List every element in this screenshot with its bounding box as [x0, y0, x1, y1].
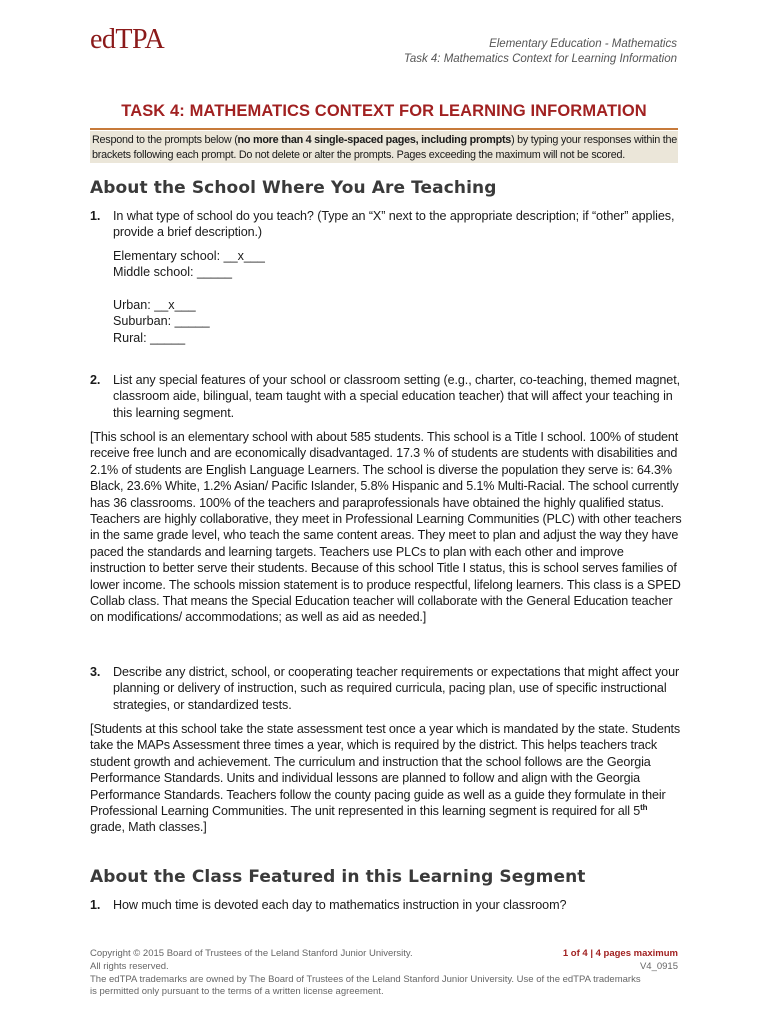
header-subject: Elementary Education - Mathematics: [489, 38, 677, 50]
ordinal-suffix: th: [640, 802, 648, 812]
prompt-number: 1.: [90, 209, 101, 223]
section-heading-school: About the School Where You Are Teaching: [90, 178, 497, 198]
response-special-features[interactable]: [This school is an elementary school with about 585 students. This school is a Title I school. 100% of student receive free lunch and are economically disadvantaged. 17.3 % of students are students with disabilities and 2.1% of students are English Language Learners. The school is diverse the population they serve is: 64.3% Black, 23.6% White, 1.2% Asian/ Pacific Islander, 5.8% Hispanic and 5.1% Multi-Racial. The school currently has 36 classrooms. 100% of the teachers and paraprofessionals have obtained the highly qualified status. Teachers are highly collaborative, they meet in Professional Learning Communities (PLC) with other teachers in the same grade level, who teach the same content areas. They meet to plan and adjust the way they have paced the standards and learning targets. Teachers use PLCs to plan with each other and improve instruction to better serve their students. Because of this school Title I status, this is school serves families of lower income. The schools mission statement is to produce respectful, lifelong learners. This class is a SPED Collab class. That means the Special Education teacher will collaborate with the General Education teacher on modifications/ accommodations; as well as aid as needed.]: [90, 430, 682, 625]
header-task: Task 4: Mathematics Context for Learning Information: [403, 53, 677, 65]
running-header: [404, 37, 677, 67]
option-middle[interactable]: Middle school: _____: [113, 265, 233, 280]
title-rule: [90, 128, 678, 130]
prompt-math-time: [90, 897, 682, 913]
school-setting-options: [113, 297, 210, 346]
footer-trademark: The edTPA trademarks are owned by The Board of Trustees of the Leland Stanford Junior University. Use of the edTPA trademarks is permitted only pursuant to the terms of a written license agreement.: [90, 973, 641, 998]
page-title: TASK 4: MATHEMATICS CONTEXT FOR LEARNING INFORMATION: [121, 102, 647, 120]
footer-copyright: Copyright © 2015 Board of Trustees of the Leland Stanford Junior University.: [90, 948, 413, 959]
prompt-text: Describe any district, school, or cooperating teacher requirements or expectations that might affect your planning or delivery of instruction, such as required curricula, pacing plan, use of specific instructional strategies, or standardized tests.: [113, 665, 680, 712]
edtpa-logo: edTPA: [90, 24, 165, 55]
instructions-box: [90, 131, 678, 163]
version-code: V4_0915: [639, 960, 678, 972]
option-suburban[interactable]: Suburban: _____: [113, 314, 210, 329]
option-elementary[interactable]: Elementary school: __x___: [113, 249, 265, 263]
prompt-text: List any special features of your school or classroom setting (e.g., charter, co-teaching, themed magnet, classroom aide, bilingual, team taught with a special education teacher) that will affect your teaching in this learning segment.: [113, 373, 681, 420]
school-level-options: [113, 248, 265, 281]
response-requirements[interactable]: [90, 721, 682, 836]
instructions-bold: no more than 4 single-spaced pages, including prompts: [237, 134, 512, 146]
prompt-text: How much time is devoted each day to mathematics instruction in your classroom?: [113, 898, 567, 912]
prompt-requirements: [90, 664, 682, 713]
section-heading-class: About the Class Featured in this Learning Segment: [90, 867, 586, 887]
footer-rights: All rights reserved.: [90, 960, 169, 972]
prompt-number: 3.: [90, 665, 101, 679]
prompt-number: 2.: [90, 373, 101, 387]
footer-page-info: [563, 948, 678, 974]
instructions-pre: Respond to the prompts below (: [92, 134, 238, 146]
option-rural[interactable]: Rural: _____: [113, 330, 186, 345]
response-text: [Students at this school take the state assessment test once a year which is mandated by the state. Students take the MAPs Assessment three times a year, which is required by the district. This helps teachers track student growth and achievement. The curriculum and instruction that the school follows are the Georgia Performance Standards. Units and individual lessons are planned to follow and align with the Georgia Performance Standards. Teachers follow the county pacing guide as well as a guide they formulate in their Professional Learning Communities. The unit represented in this learning segment is required for all 5: [90, 722, 681, 819]
instructions-post: ) by typing your responses within the brackets following each prompt. Do not delete or alter the prompts. Pages exceeding the maximum will not be scored.: [92, 134, 678, 161]
prompt-number: 1.: [90, 898, 101, 912]
prompt-special-features: [90, 372, 682, 421]
page-number: 1 of 4 | 4 pages maximum: [562, 948, 678, 959]
response-text-end: grade, Math classes.]: [90, 820, 207, 835]
option-urban[interactable]: Urban: __x___: [113, 298, 196, 312]
prompt-school-type: [90, 208, 682, 241]
prompt-text: In what type of school do you teach? (Type an “X” next to the appropriate description; if “other” applies, provide a brief description.): [113, 209, 675, 240]
